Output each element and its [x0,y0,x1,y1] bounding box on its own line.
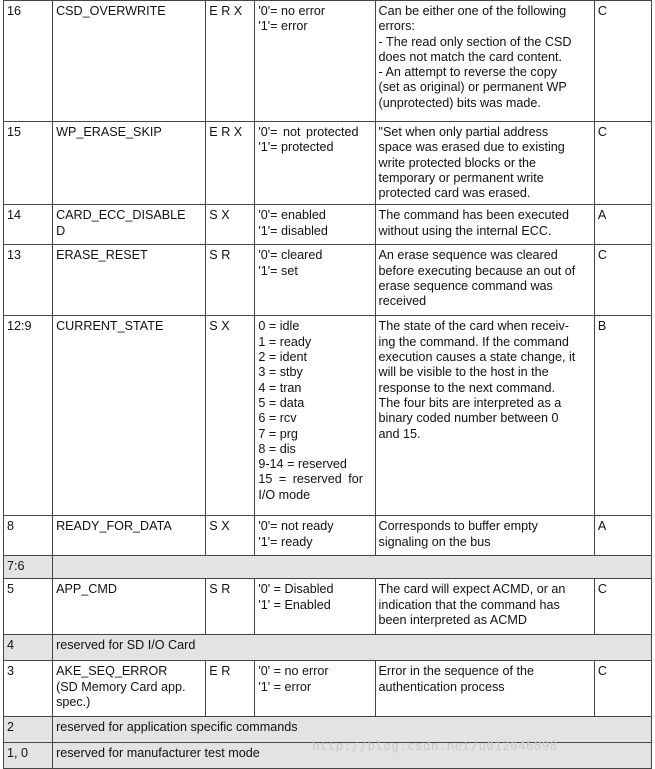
table-row [4,556,652,579]
clear-condition-cell: A [594,516,651,556]
value-line: 7 = prg [258,426,298,441]
field-name-cell: WP_ERASE_SKIP [53,122,206,205]
clear-condition-cell: C [594,122,651,205]
description-cell [375,316,594,516]
table-row [4,717,652,743]
reserved-cell: reserved for manufacturer test mode [53,743,652,769]
value-line: '0' = Disabled [258,582,334,597]
type-cell: S X [206,205,255,245]
desc-line: Corresponds to buffer empty [378,519,538,534]
desc-line: been interpreted as ACMD [378,613,527,628]
value-line: 1 = ready [258,334,312,349]
desc-line: The command has been executed [378,208,569,223]
table-row [4,122,652,205]
clear-condition-cell: C [594,245,651,316]
type-cell: S R [206,579,255,635]
type-cell: E R X [206,122,255,205]
value-line: '0'= not protected [258,125,359,139]
desc-line: - The read only section of the CSD [378,34,572,49]
desc-line: The card will expect ACMD, or an [378,582,566,597]
description-cell [375,122,594,205]
clear-condition-cell: B [594,316,651,516]
desc-line: response to the next command. [378,380,555,395]
table-row [4,245,652,316]
value-cell [255,122,375,205]
desc-line: erase sequence command was [378,279,553,294]
desc-line: authentication process [378,679,505,694]
desc-line: binary coded number between 0 [378,411,559,426]
value-line: '1'= disabled [258,223,328,238]
type-cell: E R [206,661,255,717]
bit-cell: 1, 0 [4,743,53,769]
reserved-cell: reserved for application specific commands [53,717,652,743]
description-cell [375,516,594,556]
value-cell [255,579,375,635]
desc-line: without using the internal ECC. [378,223,552,238]
table-row [4,661,652,717]
bit-cell: 16 [4,1,53,122]
value-line: 2 = ident [258,350,308,365]
desc-line: The four bits are interpreted as a [378,395,562,410]
desc-line: temporary or permanent write [378,170,544,185]
value-line: 3 = stby [258,365,303,380]
desc-line: The state of the card when receiv- [378,319,569,334]
card-status-table [3,0,652,769]
bit-cell: 15 [4,122,53,205]
desc-line: does not match the card content. [378,49,562,64]
field-name-line: spec.) [56,695,91,710]
field-name-cell: CURRENT_STATE [53,316,206,516]
table-row [4,579,652,635]
table-row [4,1,652,122]
desc-line: protected card was erased. [378,186,531,201]
table-row [4,205,652,245]
clear-condition-cell: C [594,1,651,122]
desc-line: will be visible to the host in the [378,365,549,380]
desc-line: received [378,294,427,309]
description-cell [375,661,594,717]
bit-cell: 4 [4,635,53,661]
table-row [4,635,652,661]
value-cell [255,205,375,245]
type-cell: E R X [206,1,255,122]
desc-line: execution causes a state change, it [378,350,576,365]
value-line: 8 = dis [258,441,296,456]
bit-cell: 13 [4,245,53,316]
value-line: '0'= no error [258,4,326,18]
desc-line: errors: [378,19,415,34]
type-cell: S R [206,245,255,316]
reserved-cell: reserved for SD I/O Card [53,635,652,661]
field-name-line: CARD_ECC_DISABLE [56,208,186,223]
desc-line: An erase sequence was cleared [378,248,558,263]
value-line: '1'= ready [258,534,313,549]
desc-line: ing the command. If the command [378,334,569,349]
value-cell [255,1,375,122]
clear-condition-cell: C [594,661,651,717]
field-name-line: (SD Memory Card app. [56,679,186,694]
value-line: '1'= protected [258,140,334,155]
value-cell [255,316,375,516]
value-line: '1'= set [258,263,298,278]
desc-line: Can be either one of the following [378,4,567,18]
value-line: '1' = error [258,679,312,694]
value-line: 5 = data [258,395,305,410]
field-name-cell [53,205,206,245]
reserved-cell [53,556,652,579]
clear-condition-cell: A [594,205,651,245]
bit-cell: 14 [4,205,53,245]
field-name-line: AKE_SEQ_ERROR [56,664,168,679]
desc-line: (unprotected) bits was made. [378,95,541,110]
value-line: '0'= cleared [258,248,323,263]
field-name-cell: READY_FOR_DATA [53,516,206,556]
desc-line: before executing because an out of [378,263,576,278]
desc-line: signaling on the bus [378,534,491,549]
table-row [4,743,652,769]
watermark-url: http://blog.csdn.net/u012046898 [312,738,558,753]
value-line: 0 = idle [258,319,300,334]
clear-condition-cell: C [594,579,651,635]
desc-line: indication that the command has [378,597,560,612]
table-row [4,316,652,516]
value-line: 9-14 = reserved [258,457,347,472]
desc-line: (set as original) or permanent WP [378,80,567,95]
desc-line: Error in the sequence of the [378,664,534,679]
type-cell: S X [206,316,255,516]
value-line: 4 = tran [258,380,302,395]
field-name-cell [53,661,206,717]
value-cell [255,516,375,556]
desc-line: write protected blocks or the [378,155,537,170]
value-line: 6 = rcv [258,411,297,426]
description-cell [375,245,594,316]
desc-line: space was erased due to existing [378,140,565,155]
bit-cell: 8 [4,516,53,556]
value-line: '1' = Enabled [258,597,331,612]
field-name-cell: APP_CMD [53,579,206,635]
value-line: I/O mode [258,487,311,502]
value-cell [255,245,375,316]
bit-cell: 3 [4,661,53,717]
value-line: '1'= error [258,19,308,34]
description-cell [375,205,594,245]
desc-line: - An attempt to reverse the copy [378,65,558,80]
table-row [4,516,652,556]
value-line: '0'= enabled [258,208,326,223]
value-line: '0'= not ready [258,519,334,534]
value-line: '0' = no error [258,664,329,679]
desc-line: and 15. [378,426,421,441]
desc-line: "Set when only partial address [378,125,549,139]
bit-cell: 12:9 [4,316,53,516]
value-line: 15 = reserved for [258,472,363,487]
bit-cell: 2 [4,717,53,743]
bit-cell: 7:6 [4,556,53,579]
bit-cell: 5 [4,579,53,635]
field-name-cell: ERASE_RESET [53,245,206,316]
description-cell [375,1,594,122]
type-cell: S X [206,516,255,556]
description-cell [375,579,594,635]
value-cell [255,661,375,717]
field-name-cell: CSD_OVERWRITE [53,1,206,122]
field-name-line: D [56,223,66,238]
